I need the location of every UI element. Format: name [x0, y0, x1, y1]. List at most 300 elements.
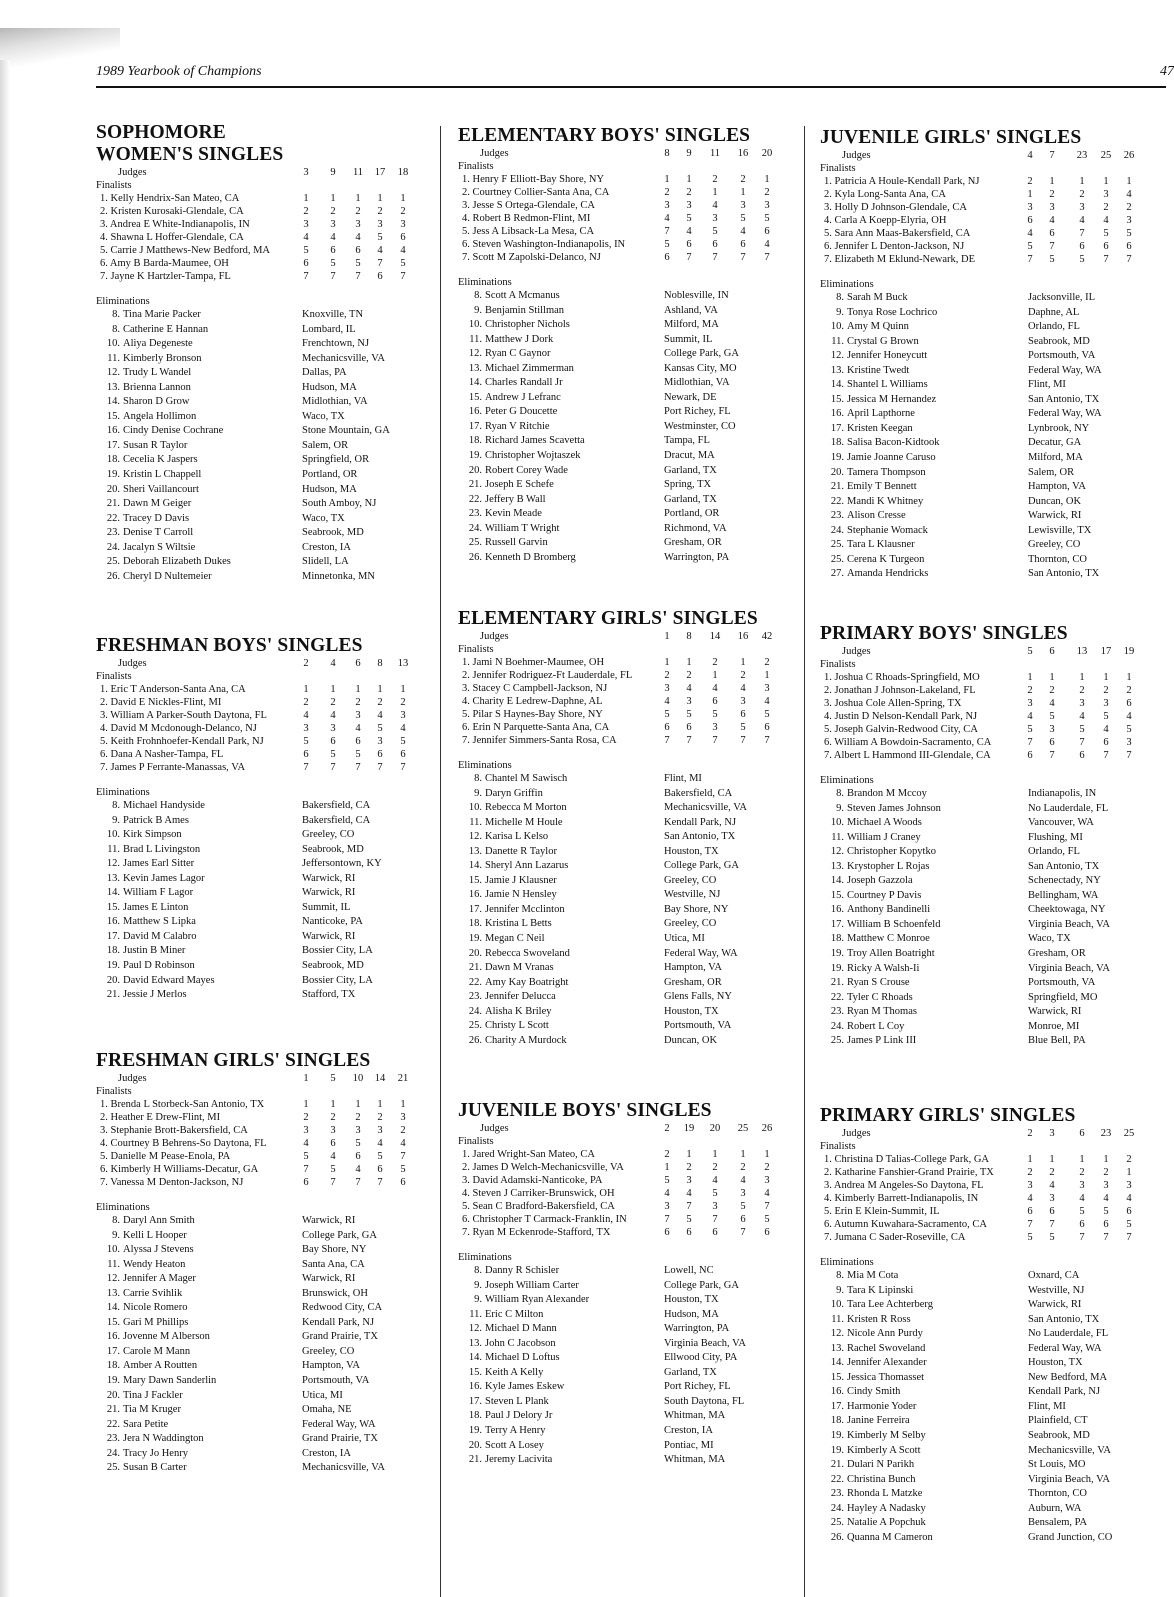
- skater-name: Steven L Plank: [485, 1395, 549, 1407]
- judge-score: 4: [330, 1151, 336, 1162]
- eliminations-heading: [458, 759, 782, 772]
- skater-name: Jessica Thomasset: [847, 1371, 925, 1383]
- skater-location: Creston, IA: [664, 1425, 713, 1437]
- judge-score: 7: [1079, 737, 1085, 748]
- skater-name: Trudy L Wandel: [123, 367, 192, 379]
- finalist-name: 1. Jami N Boehmer-Maumee, OH: [462, 657, 605, 668]
- column-divider: [804, 126, 805, 1597]
- skater-name: Patrick B Ames: [123, 814, 189, 826]
- judges-row: [820, 1127, 1166, 1140]
- judge-score: 1: [355, 193, 361, 204]
- judge-score: 6: [303, 1177, 309, 1188]
- judge-number: 21: [397, 1073, 409, 1084]
- elimination-place: 18.: [468, 435, 482, 447]
- skater-name: Matthew J Dork: [485, 333, 554, 345]
- judge-score: 4: [1126, 189, 1132, 200]
- judge-score: 4: [1103, 724, 1109, 735]
- elimination-place: 9.: [474, 1279, 482, 1291]
- elimination-row: [96, 1301, 414, 1316]
- skater-name: Wendy Heaton: [123, 1258, 186, 1270]
- judge-score: 1: [740, 657, 746, 668]
- skater-location: Port Richey, FL: [664, 1381, 731, 1393]
- judge-number: 13: [397, 658, 409, 669]
- event-title: FRESHMAN GIRLS' SINGLES: [96, 1050, 371, 1071]
- judge-score: 4: [764, 239, 770, 250]
- judge-number: 14: [374, 1073, 386, 1084]
- section-gap: [458, 264, 782, 276]
- finalist-name: 3. Holly D Johnson-Glendale, CA: [824, 202, 967, 213]
- elimination-place: 15.: [830, 889, 844, 901]
- finalist-row: [820, 736, 1166, 749]
- judge-number: 17: [374, 167, 386, 178]
- elimination-row: [458, 464, 782, 479]
- skater-location: Flint, MI: [1028, 1400, 1066, 1412]
- judge-number: 6: [1049, 646, 1055, 657]
- judges-row: [820, 645, 1166, 658]
- skater-location: Hudson, MA: [302, 483, 357, 495]
- elimination-row: [458, 990, 782, 1005]
- skater-name: Michael Zimmerman: [485, 362, 574, 374]
- skater-name: Shantel L Williams: [847, 379, 928, 391]
- judge-score: 1: [664, 657, 670, 668]
- finalists-heading: [96, 1085, 414, 1098]
- event-title: PRIMARY GIRLS' SINGLES: [820, 1105, 1076, 1126]
- finalist-row: [96, 270, 414, 283]
- skater-name: Cerena K Turgeon: [847, 553, 925, 565]
- judge-number: 18: [397, 167, 409, 178]
- elimination-row: [820, 538, 1166, 553]
- skater-location: Slidell, LA: [302, 556, 349, 568]
- judge-score: 4: [400, 1138, 406, 1149]
- elimination-place: 14.: [830, 379, 844, 391]
- skater-location: San Antonio, TX: [664, 831, 736, 843]
- elimination-row: [458, 859, 782, 874]
- judge-score: 5: [1079, 724, 1085, 735]
- judge-score: 6: [1103, 737, 1109, 748]
- elimination-row: [96, 828, 414, 843]
- elimination-row: [820, 436, 1166, 451]
- skater-name: Joseph Gazzola: [847, 875, 913, 887]
- skater-location: San Antonio, TX: [1028, 568, 1100, 580]
- skater-name: Benjamin Stillman: [485, 304, 565, 316]
- event-title: ELEMENTARY BOYS' SINGLES: [458, 125, 751, 146]
- finalist-row: [820, 201, 1166, 214]
- judge-score: 1: [1049, 672, 1055, 683]
- skater-name: Peter G Doucette: [485, 406, 558, 418]
- judge-score: 5: [1027, 1232, 1033, 1243]
- judge-score: 5: [330, 258, 336, 269]
- finalist-row: [458, 1187, 782, 1200]
- skater-name: Kristin L Chappell: [123, 469, 202, 481]
- finalist-name: 2. James D Welch-Mechanicsville, VA: [462, 1162, 624, 1173]
- judge-score: 4: [1079, 1193, 1085, 1204]
- yearbook-title: 1989 Yearbook of Champions: [96, 64, 262, 79]
- elimination-row: [458, 536, 782, 551]
- elimination-row: [96, 1229, 414, 1244]
- skater-name: David Edward Mayes: [123, 974, 215, 986]
- elimination-place: 19.: [106, 1375, 120, 1387]
- elimination-place: 19.: [106, 960, 120, 972]
- finalist-name: 4. Justin D Nelson-Kendall Park, NJ: [824, 711, 978, 722]
- skater-name: Jamie J Klausner: [485, 874, 557, 886]
- skater-name: Deborah Elizabeth Dukes: [123, 556, 231, 568]
- elimination-row: [458, 1293, 782, 1308]
- elimination-place: 8.: [112, 800, 120, 811]
- elimination-row: [458, 1019, 782, 1034]
- skater-name: Susan R Taylor: [123, 439, 188, 451]
- skater-location: Hampton, VA: [664, 962, 722, 974]
- judge-score: 6: [712, 696, 718, 707]
- elimination-row: [96, 424, 414, 439]
- judge-score: 2: [664, 1149, 670, 1160]
- skater-location: Warrington, PA: [664, 1323, 730, 1335]
- judge-score: 1: [377, 684, 383, 695]
- skater-name: Tracey D Davis: [123, 512, 190, 524]
- judge-score: 3: [1027, 1180, 1033, 1191]
- elimination-row: [458, 1034, 782, 1049]
- judge-score: 7: [303, 1164, 309, 1175]
- skater-location: Warwick, RI: [1028, 510, 1082, 522]
- judge-score: 4: [740, 1175, 746, 1186]
- finalists-label: Finalists: [820, 1141, 856, 1152]
- judge-number: 8: [686, 631, 692, 642]
- judge-number: 2: [664, 1123, 670, 1134]
- judge-score: 1: [764, 174, 770, 185]
- finalist-row: [820, 1231, 1166, 1244]
- judges-row: [96, 166, 414, 179]
- judge-score: 6: [330, 245, 336, 256]
- judge-score: 1: [686, 657, 692, 668]
- judge-score: 2: [400, 697, 406, 708]
- section-gap: [820, 762, 1166, 774]
- judge-score: 4: [400, 723, 406, 734]
- elimination-place: 9.: [112, 1229, 120, 1241]
- judge-score: 6: [355, 1151, 361, 1162]
- skater-location: Grand Prairie, TX: [302, 1331, 378, 1343]
- finalist-name: 3. William A Parker-South Daytona, FL: [100, 710, 267, 721]
- skater-location: Daphne, AL: [1028, 306, 1080, 318]
- skater-name: Amber A Routten: [123, 1360, 198, 1372]
- skater-name: Catherine E Hannan: [123, 323, 209, 335]
- section-gap: [820, 1244, 1166, 1256]
- skater-name: Kimberly Bronson: [123, 352, 202, 364]
- judge-score: 7: [400, 271, 406, 282]
- judges-label: Judges: [118, 658, 147, 669]
- judge-number: 19: [1123, 646, 1135, 657]
- judge-score: 2: [686, 187, 692, 198]
- finalist-row: [96, 683, 414, 696]
- skater-name: Troy Allen Boatright: [847, 948, 935, 960]
- skater-location: Portsmouth, VA: [664, 1020, 732, 1032]
- elimination-row: [820, 553, 1166, 568]
- judge-score: 7: [400, 762, 406, 773]
- skater-name: April Lapthorne: [847, 408, 915, 420]
- judge-score: 2: [1079, 1167, 1085, 1178]
- judge-score: 3: [330, 219, 336, 230]
- judge-score: 5: [1049, 1232, 1055, 1243]
- elimination-place: 9.: [474, 1294, 482, 1306]
- skater-location: Kendall Park, NJ: [302, 1316, 375, 1328]
- judge-score: 5: [686, 1214, 692, 1225]
- judge-score: 1: [664, 1162, 670, 1173]
- elimination-place: 26.: [468, 1034, 482, 1046]
- skater-name: Christy L Scott: [485, 1020, 549, 1032]
- elimination-row: [96, 915, 414, 930]
- skater-location: Gresham, OR: [1028, 948, 1086, 960]
- judge-number: 25: [737, 1123, 749, 1134]
- judge-score: 2: [1103, 1167, 1109, 1178]
- skater-location: Seabrook, MD: [1028, 1430, 1090, 1442]
- judge-score: 5: [330, 749, 336, 760]
- judge-number: 7: [1049, 150, 1055, 161]
- elimination-place: 20.: [468, 464, 482, 476]
- elimination-row: [820, 1034, 1166, 1049]
- elimination-row: [96, 1287, 414, 1302]
- judge-score: 7: [1126, 1232, 1132, 1243]
- elimination-place: 16.: [106, 1331, 120, 1343]
- skater-name: Richard James Scavetta: [485, 435, 585, 447]
- finalist-name: 2. Heather E Drew-Flint, MI: [100, 1112, 221, 1123]
- elimination-row: [820, 1473, 1166, 1488]
- judge-score: 2: [1126, 685, 1132, 696]
- elimination-place: 21.: [830, 977, 844, 989]
- elimination-place: 23.: [468, 508, 482, 520]
- judge-score: 3: [664, 683, 670, 694]
- finalists-label: Finalists: [458, 161, 494, 172]
- judge-score: 1: [330, 1099, 336, 1110]
- judges-label: Judges: [118, 1073, 147, 1084]
- skater-name: Ryan V Ritchie: [485, 420, 550, 432]
- judge-score: 6: [1027, 215, 1033, 226]
- skater-location: No Lauderdale, FL: [1028, 802, 1109, 814]
- elimination-place: 15.: [468, 391, 482, 403]
- skater-name: Danny R Schisler: [485, 1265, 560, 1276]
- finalist-row: [458, 173, 782, 186]
- skater-name: William F Lagor: [123, 887, 194, 899]
- skater-name: Megan C Neil: [485, 933, 545, 945]
- elimination-place: 19.: [106, 469, 120, 481]
- skater-location: Omaha, NE: [302, 1404, 352, 1416]
- elimination-place: 27.: [830, 568, 844, 580]
- skater-name: Anthony Bandinelli: [847, 904, 931, 916]
- event-section: [820, 127, 1166, 582]
- finalist-row: [458, 251, 782, 264]
- elimination-row: [458, 478, 782, 493]
- judge-score: 2: [764, 657, 770, 668]
- skater-name: Emily T Bennett: [847, 481, 917, 493]
- event-section: [458, 125, 782, 565]
- judge-score: 5: [764, 709, 770, 720]
- finalist-name: 7. Jumana C Sader-Roseville, CA: [824, 1232, 966, 1243]
- elimination-row: [96, 959, 414, 974]
- finalist-name: 2. Kyla Long-Santa Ana, CA: [824, 189, 946, 200]
- skater-location: Thornton, CO: [1028, 1488, 1087, 1500]
- elimination-row: [458, 961, 782, 976]
- elimination-row: [96, 570, 414, 585]
- judge-score: 6: [330, 1138, 336, 1149]
- finalist-row: [458, 682, 782, 695]
- judge-score: 6: [1126, 1206, 1132, 1217]
- elimination-place: 23.: [830, 1488, 844, 1500]
- elimination-place: 19.: [468, 1425, 482, 1437]
- elimination-place: 25.: [830, 1517, 844, 1529]
- judge-score: 6: [1049, 737, 1055, 748]
- elimination-row: [820, 932, 1166, 947]
- judge-score: 3: [712, 1201, 718, 1212]
- elimination-place: 15.: [830, 393, 844, 405]
- finalist-name: 2. Jonathan J Johnson-Lakeland, FL: [824, 685, 976, 696]
- judge-score: 6: [764, 722, 770, 733]
- skater-name: Kristina L Betts: [485, 918, 552, 930]
- skater-location: College Park, GA: [664, 348, 739, 360]
- judge-score: 5: [1126, 724, 1132, 735]
- elimination-row: [820, 1342, 1166, 1357]
- judge-score: 7: [712, 252, 718, 263]
- elimination-row: [458, 1380, 782, 1395]
- judge-score: 7: [1027, 254, 1033, 265]
- skater-location: Salem, OR: [302, 439, 349, 451]
- judge-score: 4: [686, 226, 692, 237]
- judge-score: 7: [712, 735, 718, 746]
- judge-score: 7: [377, 1177, 383, 1188]
- judge-number: 4: [330, 658, 336, 669]
- skater-name: Cecelia K Jaspers: [123, 454, 198, 466]
- skater-location: Portland, OR: [664, 508, 720, 520]
- elimination-row: [96, 872, 414, 887]
- elimination-row: [820, 903, 1166, 918]
- judge-number: 25: [1100, 150, 1112, 161]
- elimination-place: 20.: [106, 483, 120, 495]
- judge-score: 6: [664, 722, 670, 733]
- judge-score: 7: [303, 762, 309, 773]
- skater-location: Virginia Beach, VA: [1028, 918, 1110, 930]
- skater-name: Rebecca Swoveland: [485, 947, 570, 959]
- skater-name: Mary Dawn Sanderlin: [123, 1375, 217, 1387]
- elimination-place: 18.: [830, 933, 844, 945]
- skater-name: Harmonie Yoder: [847, 1400, 917, 1412]
- judge-score: 2: [377, 1112, 383, 1123]
- elimination-place: 23.: [468, 991, 482, 1003]
- judge-score: 2: [1027, 1167, 1033, 1178]
- elimination-place: 14.: [830, 875, 844, 887]
- finalist-name: 7. Elizabeth M Eklund-Newark, DE: [824, 254, 976, 265]
- judge-score: 5: [1126, 1219, 1132, 1230]
- skater-location: Vancouver, WA: [1028, 817, 1094, 829]
- elimination-row: [458, 917, 782, 932]
- judge-score: 1: [355, 684, 361, 695]
- judge-score: 4: [712, 200, 718, 211]
- skater-location: Auburn, WA: [1028, 1502, 1082, 1514]
- elimination-place: 9.: [836, 1284, 844, 1296]
- skater-name: Janine Ferreira: [847, 1415, 910, 1427]
- skater-location: Glens Falls, NY: [664, 991, 732, 1003]
- skater-name: Carole M Mann: [123, 1345, 191, 1357]
- elimination-row: [96, 1359, 414, 1374]
- skater-location: Gresham, OR: [664, 537, 722, 549]
- elimination-place: 8.: [836, 292, 844, 303]
- judge-score: 1: [377, 193, 383, 204]
- skater-location: New Bedford, MA: [1028, 1371, 1108, 1383]
- finalist-row: [820, 1218, 1166, 1231]
- judge-score: 2: [1049, 685, 1055, 696]
- elimination-row: [96, 526, 414, 541]
- judge-score: 2: [1103, 202, 1109, 213]
- elimination-row: [458, 362, 782, 377]
- elimination-place: 18.: [106, 1360, 120, 1372]
- skater-location: Seabrook, MD: [302, 960, 364, 972]
- judge-score: 7: [330, 271, 336, 282]
- elimination-row: [458, 1322, 782, 1337]
- judge-score: 1: [1126, 176, 1132, 187]
- finalist-name: 6. William A Bowdoin-Sacramento, CA: [824, 737, 992, 748]
- elimination-row: [96, 1345, 414, 1360]
- elimination-row: [458, 391, 782, 406]
- finalist-name: 4. Shawna L Hoffer-Glendale, CA: [100, 232, 244, 243]
- skater-location: Duncan, OK: [664, 1034, 718, 1046]
- judge-score: 3: [303, 219, 309, 230]
- event-section: [458, 608, 782, 1048]
- elimination-place: 19.: [830, 962, 844, 974]
- judge-score: 5: [764, 1214, 770, 1225]
- judge-score: 6: [740, 709, 746, 720]
- elimination-place: 10.: [106, 338, 120, 350]
- judge-score: 5: [1049, 254, 1055, 265]
- elimination-place: 19.: [468, 450, 482, 462]
- judge-score: 6: [712, 239, 718, 250]
- judge-score: 5: [377, 723, 383, 734]
- section-gap: [458, 747, 782, 759]
- elimination-row: [820, 495, 1166, 510]
- judge-score: 6: [764, 226, 770, 237]
- finalist-name: 2. Courtney Collier-Santa Ana, CA: [462, 187, 610, 198]
- judge-score: 2: [1126, 1154, 1132, 1165]
- elimination-row: [458, 376, 782, 391]
- judge-score: 1: [1027, 1154, 1033, 1165]
- elimination-row: [458, 888, 782, 903]
- judge-score: 3: [740, 696, 746, 707]
- skater-name: Robert L Coy: [847, 1020, 905, 1032]
- finalist-name: 2. David E Nickles-Flint, MI: [100, 697, 222, 708]
- judge-score: 7: [330, 1177, 336, 1188]
- event-section: [458, 1100, 782, 1468]
- skater-location: Westminster, CO: [664, 420, 736, 432]
- finalist-row: [96, 1150, 414, 1163]
- skater-name: Michael D Loftus: [485, 1352, 560, 1364]
- skater-location: Jacksonville, IL: [1028, 292, 1096, 303]
- skater-location: Thornton, CO: [1028, 553, 1087, 565]
- judge-number: 20: [761, 148, 773, 159]
- skater-location: Orlando, FL: [1028, 846, 1080, 858]
- skater-name: Danette R Taylor: [485, 845, 557, 857]
- skater-location: Schenectady, NY: [1028, 875, 1101, 887]
- finalist-name: 5. Pilar S Haynes-Bay Shore, NY: [462, 709, 603, 720]
- elimination-place: 12.: [106, 858, 120, 870]
- skater-name: Tina J Fackler: [123, 1389, 183, 1401]
- judge-score: 6: [400, 749, 406, 760]
- skater-name: Daryn Griffin: [485, 787, 543, 799]
- skater-location: Bellingham, WA: [1028, 889, 1099, 901]
- judge-score: 5: [355, 258, 361, 269]
- judge-score: 3: [664, 1201, 670, 1212]
- skater-name: Michael A Woods: [847, 817, 922, 829]
- skater-name: Jeffery B Wall: [485, 493, 546, 505]
- skater-location: Bakersfield, CA: [302, 800, 371, 811]
- elimination-row: [96, 483, 414, 498]
- skater-location: Pontiac, MI: [664, 1439, 714, 1451]
- skater-location: Ashland, VA: [664, 304, 718, 316]
- skater-location: Portsmouth, VA: [302, 1375, 370, 1387]
- judge-score: 7: [740, 735, 746, 746]
